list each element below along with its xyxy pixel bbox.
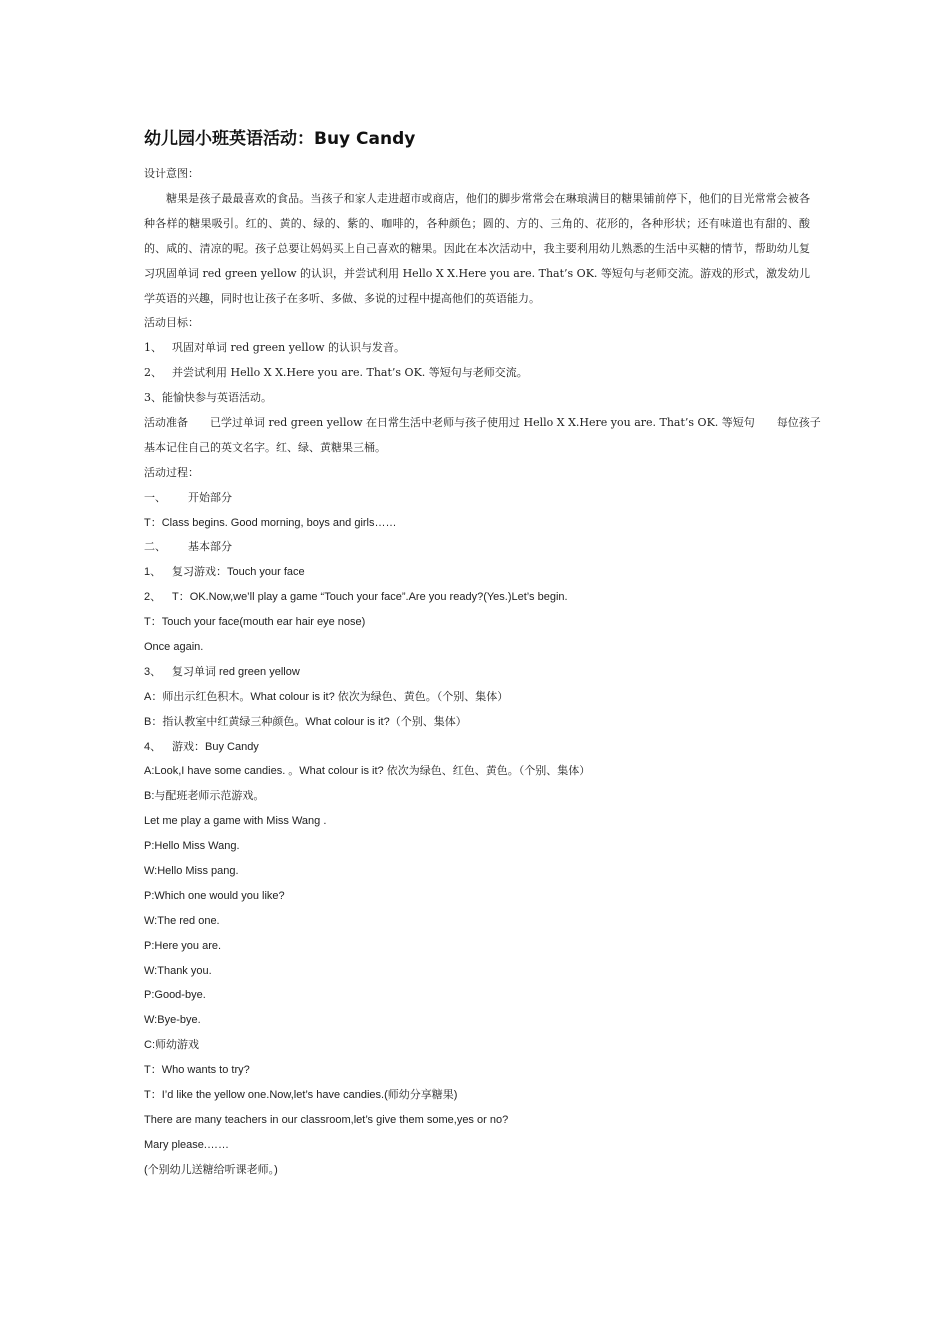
prep-text-b: 每位孩子: [776, 415, 821, 429]
section-1-number: 一、: [144, 490, 166, 504]
text-line: B：指认教室中红黄绿三种颜色。What colour is it?（个别、集体）: [144, 715, 467, 728]
text-line: Let me play a game with Miss Wang .: [144, 815, 327, 828]
document-title: 幼儿园小班英语活动：Buy Candy: [144, 129, 416, 149]
text-line: (个别幼儿送糖给听课老师。): [144, 1163, 278, 1176]
text-line: Once again.: [144, 641, 204, 653]
document-body: [144, 162, 821, 1183]
step-3-text: 复习单词 red green yellow: [172, 665, 300, 678]
design-paragraph: 糖果是孩子最最喜欢的食品。当孩子和家人走进超市或商店，他们的脚步常常会在琳琅满目的糖果铺前停下，他们的目光常常会被各种各样的糖果吸引。红的、黄的、绿的、紫的、咖啡的，各种颜色；圆的、方的、三角的、花形的，各种形状；还有味道也有甜的、酸的、咸的、清凉的呢。孩子总要让妈妈买上自己喜欢的糖果。因此在本次活动中，我主要利用幼儿熟悉的生活中买糖的情节，帮助幼儿复习巩固单词 red green yellow 的认识，并尝试利用 Hello X X.Here you are. That’s OK. 等短句与老师交流。游戏的形式，激发幼儿学英语的兴趣，同时也让孩子在多听、多做、多说的过程中提高他们的英语能力。: [144, 191, 810, 305]
dialogue-line: W:Bye-bye.: [144, 1014, 201, 1027]
prep-line-1: [144, 411, 821, 436]
dialogue-line: P:Here you are.: [144, 939, 222, 952]
text-line: C:师幼游戏: [144, 1039, 199, 1052]
goal-item-2-text: 并尝试利用 Hello X X.Here you are. That’s OK. 等短句与老师交流。: [172, 366, 528, 380]
section-2-title: 基本部分: [188, 540, 232, 554]
dialogue-line: W:Hello Miss pang.: [144, 865, 239, 878]
step-4-number: 4、: [144, 740, 162, 753]
goal-item-1: [144, 336, 810, 361]
dialogue-line: T：I’d like the yellow one.Now,let’s have candies.(师幼分享糖果): [144, 1089, 458, 1102]
goal-item-2: [144, 361, 810, 386]
dialogue-line: There are many teachers in our classroom,let’s give them some,yes or no?: [144, 1113, 509, 1126]
process-heading: 活动过程：: [144, 465, 199, 479]
dialogue-line: P:Which one would you like?: [144, 889, 285, 902]
step-2-number: 2、: [144, 591, 162, 604]
prep-heading: 活动准备: [144, 415, 188, 429]
dialogue-line: T：Who wants to try?: [144, 1064, 250, 1077]
dialogue-line: Mary please.……: [144, 1138, 229, 1151]
step-2-text: T：OK.Now,we’ll play a game “Touch your face”.Are you ready?(Yes.)Let’s begin.: [172, 591, 568, 604]
goal-item-1-text: 巩固对单词 red green yellow 的认识与发音。: [172, 341, 405, 355]
prep-line-2: 基本记住自己的英文名字。红、绿、黄糖果三桶。: [144, 440, 386, 454]
goal-item-3: 3、能愉快参与英语活动。: [144, 391, 272, 405]
dialogue-line: W:The red one.: [144, 914, 220, 927]
step-2: [144, 585, 810, 610]
goals-heading: 活动目标：: [144, 316, 199, 330]
text-line: T：Touch your face(mouth ear hair eye nose): [144, 616, 366, 629]
dialogue-line: W:Thank you.: [144, 964, 212, 977]
goal-item-1-number: 1、: [144, 341, 162, 355]
step-4-text: 游戏：Buy Candy: [172, 740, 259, 753]
section-1-heading: [144, 486, 810, 511]
step-1: [144, 560, 810, 585]
section-2-heading: [144, 535, 810, 560]
dialogue-line: P:Good-bye.: [144, 989, 206, 1002]
section-2-number: 二、: [144, 540, 166, 554]
goal-item-2-number: 2、: [144, 366, 162, 380]
text-line: A:Look,I have some candies. 。What colour is it? 依次为绿色、红色、黄色。（个别、集体）: [144, 765, 591, 778]
section-1-title: 开始部分: [188, 490, 232, 504]
dialogue-line: P:Hello Miss Wang.: [144, 840, 240, 853]
step-3-number: 3、: [144, 665, 162, 678]
text-line: B:与配班老师示范游戏。: [144, 790, 265, 803]
step-3: [144, 660, 810, 685]
step-4: [144, 735, 810, 760]
section-1-line: T：Class begins. Good morning, boys and girls……: [144, 516, 397, 529]
step-1-text: 复习游戏：Touch your face: [172, 566, 305, 579]
text-line: A：师出示红色积木。What colour is it? 依次为绿色、黄色。（个别、集体）: [144, 690, 509, 703]
prep-text-a: 已学过单词 red green yellow 在日常生活中老师与孩子使用过 Hello X X.Here you are. That’s OK. 等短句: [210, 415, 755, 429]
design-heading: 设计意图：: [144, 167, 199, 180]
step-1-number: 1、: [144, 566, 162, 579]
